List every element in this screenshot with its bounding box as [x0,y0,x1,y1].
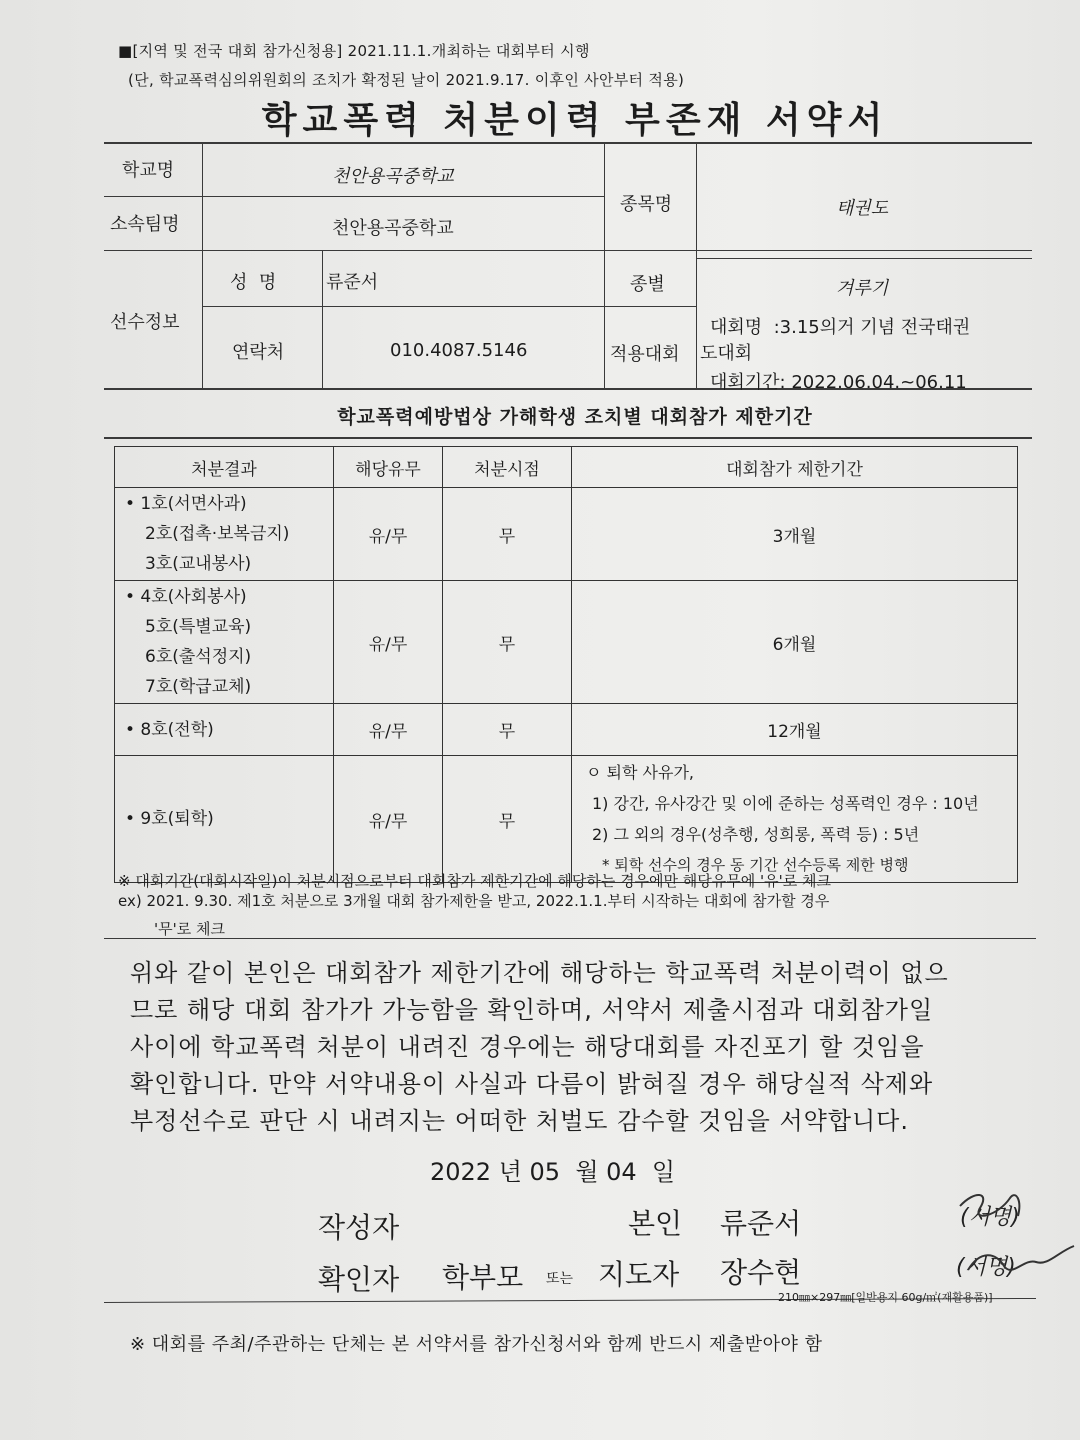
measure-item: 3호(교내봉사) [145,554,252,574]
table-row [115,581,1018,704]
table-row [115,756,1018,883]
pledge-text [130,955,1030,1140]
school-value: 천안용곡중학교 [332,166,454,187]
info-line [104,250,1032,251]
team-label: 소속팀명 [110,214,180,235]
timing-cell: 무 [443,581,572,704]
info-vline [696,142,697,388]
section-title: 학교폭력예방법상 가해학생 조치별 대회참가 제한기간 [337,406,813,428]
header-applicable: 해당유무 [334,447,443,488]
section-divider [104,437,1032,439]
info-line [696,258,1032,259]
period-cell: 3개월 [572,488,1018,581]
info-line [202,306,604,307]
player-info-label: 선수정보 [110,312,180,333]
event-label: 종목명 [620,194,673,215]
expulsion-note: ㅇ 퇴학 사유가, [586,763,694,782]
self-label: 본인 [628,1207,683,1240]
writer-label: 작성자 [318,1211,400,1244]
result-cell [115,488,334,581]
pledge-line: 위와 같이 본인은 대회참가 제한기간에 해당하는 학교폭력 처분이력이 없으 [130,959,949,987]
school-label: 학교명 [122,160,175,181]
parent-label: 학부모 [442,1261,524,1294]
handwritten-signature-2 [960,1240,1078,1286]
info-line [604,306,696,307]
table-row [115,488,1018,581]
measure-item: 6호(출석정지) [145,647,252,667]
header-result: 처분결과 [115,447,334,488]
contact-value: 010.4087.5146 [390,340,528,361]
info-vline [604,142,605,388]
footnote-divider [104,938,1036,939]
signature-seal-1: (서명) [960,1205,1020,1230]
or-label: 또는 [546,1271,574,1287]
contact-label: 연락처 [232,342,285,363]
competition-period: 대회기간: 2022.06.04.~06.11 [710,372,967,393]
competition-label: 적용대회 [610,344,680,365]
coach-label: 지도자 [598,1258,680,1291]
restriction-table [114,446,1018,883]
name-label: 성 명 [230,272,277,293]
applicable-cell: 유/무 [334,488,443,581]
timing-cell: 무 [443,488,572,581]
expulsion-notes-cell [572,756,1018,883]
competition-name-cont: 도대회 [700,343,753,364]
measure-item: 5호(특별교육) [145,617,252,637]
confirmer-label: 확인자 [318,1263,400,1296]
pledge-date: 2022 년 05 월 04 일 [430,1158,676,1186]
name-value: 류준서 [326,272,379,293]
measure-item: 2호(접촉·보복금지) [145,524,290,544]
measure-item: • 4호(사회봉사) [125,587,247,607]
expulsion-note: 2) 그 외의 경우(성추행, 성희롱, 폭력 등) : 5년 [592,825,920,844]
coach-name: 장수현 [720,1256,802,1289]
table-header-row [115,447,1018,488]
signature-seal-2: (서명) [956,1255,1016,1280]
measure-item: • 9호(퇴학) [125,809,214,829]
category-value: 겨루기 [836,278,889,299]
bottom-note: ※ 대회를 주최/주관하는 단체는 본 서약서를 참가신청서와 함께 반드시 제출받아야 함 [130,1334,823,1355]
period-cell: 12개월 [572,704,1018,756]
measure-item: 7호(학급교체) [145,677,252,697]
info-vline [202,142,203,388]
applicable-cell: 유/무 [334,704,443,756]
header-period: 대회참가 제한기간 [572,447,1018,488]
applicable-cell: 유/무 [334,756,443,883]
notice-line-2: (단, 학교폭력심의위원회의 조치가 확정된 날이 2021.9.17. 이후인 사안부터 적용) [128,71,685,89]
expulsion-note: 1) 강간, 유사강간 및 이에 준하는 성폭력인 경우 : 10년 [592,794,979,813]
document-title: 학교폭력 처분이력 부존재 서약서 [261,100,889,141]
timing-cell: 무 [443,704,572,756]
category-label: 종별 [630,274,665,295]
result-cell [115,704,334,756]
team-value: 천안용곡중학교 [332,218,454,239]
info-vline [322,250,323,388]
expulsion-note: * 퇴학 선수의 경우 동 기간 선수등록 제한 병행 [602,856,909,874]
pledge-line: 부정선수로 판단 시 내려지는 어떠한 처벌도 감수할 것임을 서약합니다. [130,1107,909,1135]
result-cell [115,581,334,704]
pledge-line: 사이에 학교폭력 처분이 내려진 경우에는 해당대회를 자진포기 할 것임을 [130,1033,925,1061]
footnote-1: ※ 대회기간(대회시작일)이 처분시점으로부터 대회참가 제한기간에 해당하는 경우에만 해당유무에 '유'로 체크 [118,872,831,890]
timing-cell: 무 [443,756,572,883]
self-name: 류준서 [720,1207,802,1240]
period-cell: 6개월 [572,581,1018,704]
paper-spec: 210㎜×297㎜[일반용지 60g/㎡(재활용품)] [778,1291,993,1304]
measure-item: • 8호(전학) [125,719,214,740]
info-line [104,196,604,197]
competition-name: 대회명 :3.15의거 기념 전국태권 [710,317,971,338]
info-top-border [104,142,1032,144]
measure-item: • 1호(서면사과) [125,494,247,514]
applicable-cell: 유/무 [334,581,443,704]
handwritten-signature-1 [950,1186,1040,1232]
pledge-line: 므로 해당 대회 참가가 가능함을 확인하며, 서약서 제출시점과 대회참가일 [130,996,934,1024]
header-timing: 처분시점 [443,447,572,488]
notice-line-1: ■[지역 및 전국 대회 참가신청용] 2021.11.1.개최하는 대회부터 시행 [118,42,590,60]
table-row [115,704,1018,756]
footnote-2: ex) 2021. 9.30. 제1호 처분으로 3개월 대회 참가제한을 받고, 2022.1.1.부터 시작하는 대회에 참가할 경우 [118,892,830,910]
pledge-line: 확인합니다. 만약 서약내용이 사실과 다름이 밝혀질 경우 해당실적 삭제와 [130,1070,934,1098]
event-value: 태권도 [836,198,889,219]
result-cell [115,756,334,883]
footnote-3: '무'로 체크 [154,920,225,938]
